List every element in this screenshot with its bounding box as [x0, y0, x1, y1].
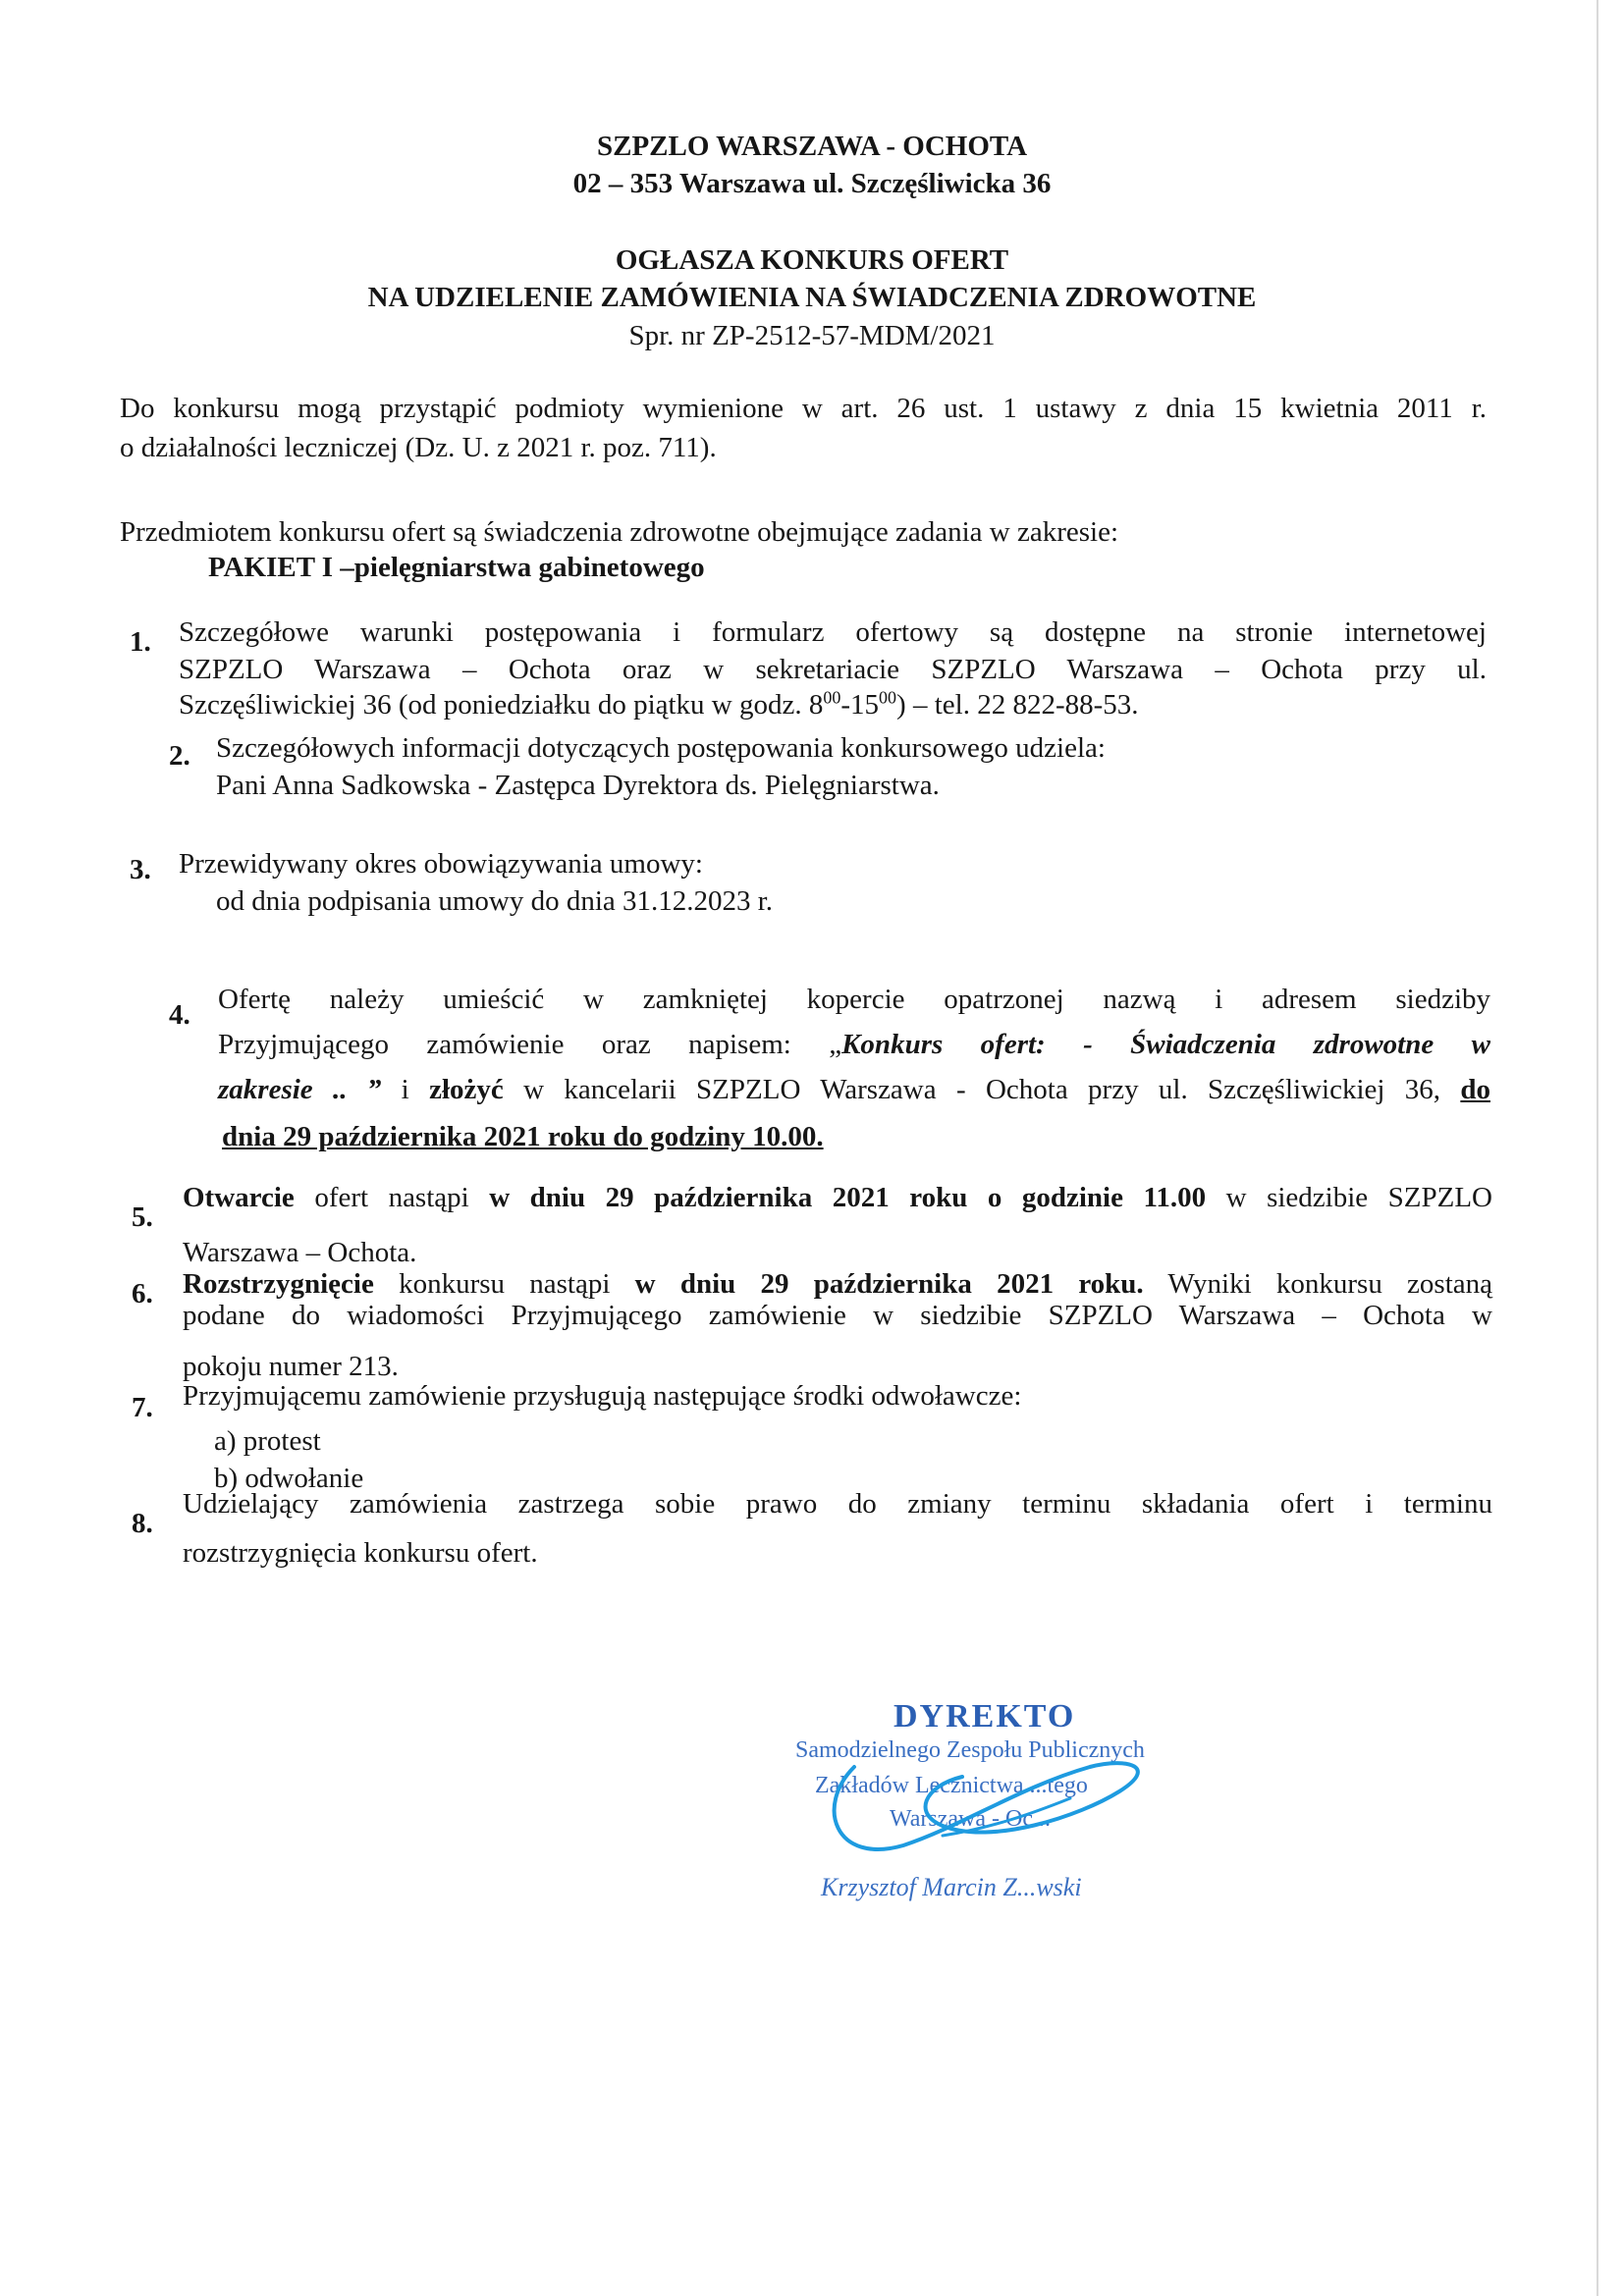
item-4-line-1: Ofertę należy umieścić w zamkniętej kopercie opatrzonej nazwą i adresem siedziby [218, 984, 1490, 1015]
stamp-name: Krzysztof Marcin Z...wski [821, 1873, 1082, 1901]
item-1-line-3: Szczęśliwickiej 36 (od poniedziałku do piątku w godz. $8^{00}-15^{00}$) – tel. 22 822-88-53. [179, 687, 1139, 721]
item-3-line-2: od dnia podpisania umowy do dnia 31.12.2023 r. [216, 885, 774, 917]
item-4-number: 4. [169, 999, 190, 1031]
item-5-line-1: Otwarcie ofert nastąpi w dniu 29 października 2021 roku o godzinie 11.00 w siedzibie SZPZLO [183, 1182, 1492, 1213]
item-1-number: 1. [130, 626, 151, 658]
intro-line-2: o działalności leczniczej (Dz. U. z 2021 r. poz. 711). [120, 432, 717, 463]
intro-line-1: Do konkursu mogą przystąpić podmioty wymienione w art. 26 ust. 1 ustawy z dnia 15 kwietnia 2011 r. [120, 393, 1487, 424]
header-address: 02 – 353 Warszawa ul. Szczęśliwicka 36 [572, 168, 1052, 199]
director-stamp [795, 1698, 1227, 1934]
item-2-line-1: Szczegółowych informacji dotyczących postępowania konkursowego udziela: [216, 732, 1106, 764]
item-8-line-2: rozstrzygnięcia konkursu ofert. [183, 1537, 538, 1569]
header-announcement: OGŁASZA KONKURS OFERT [615, 244, 1009, 276]
item-8-number: 8. [132, 1508, 153, 1539]
item-6-line-2: podane do wiadomości Przyjmującego zamówienie w siedzibie SZPZLO Warszawa – Ochota w [183, 1300, 1492, 1331]
item-6-line-3: pokoju numer 213. [183, 1351, 399, 1382]
item-2-number: 2. [169, 740, 190, 772]
stamp-line-1: Samodzielnego Zespołu Publicznych [795, 1737, 1145, 1763]
item-7-option-a: a) protest [214, 1425, 321, 1457]
item-4-line-3: zakresie .. ” i złożyć w kancelarii SZPZLO Warszawa - Ochota przy ul. Szczęśliwickiej 36, do [218, 1074, 1490, 1105]
stamp-line-3: Warszawa - Oc... [890, 1806, 1051, 1832]
item-1-line-1: Szczegółowe warunki postępowania i formularz ofertowy są dostępne na stronie internetowej [179, 616, 1487, 648]
header-subject: NA UDZIELENIE ZAMÓWIENIA NA ŚWIADCZENIA ZDROWOTNE [367, 282, 1257, 313]
header-organization: SZPZLO WARSZAWA - OCHOTA [596, 131, 1028, 162]
item-5-number: 5. [132, 1201, 153, 1233]
item-1-line-2: SZPZLO Warszawa – Ochota oraz w sekretariacie SZPZLO Warszawa – Ochota przy ul. [179, 654, 1487, 685]
item-6-line-1: Rozstrzygnięcie konkursu nastąpi w dniu 29 października 2021 roku. Wyniki konkursu zostaną [183, 1268, 1493, 1300]
signature-icon [795, 1698, 1227, 1934]
case-number: Spr. nr ZP-2512-57-MDM/2021 [628, 320, 996, 351]
subject-package: PAKIET I –pielęgniarstwa gabinetowego [208, 552, 705, 583]
item-4-line-2: Przyjmującego zamówienie oraz napisem: „Konkurs ofert: - Świadczenia zdrowotne w [218, 1029, 1490, 1060]
stamp-title: DYREKTO [893, 1698, 1076, 1735]
subject-line: Przedmiotem konkursu ofert są świadczenia zdrowotne obejmujące zadania w zakresie: [120, 516, 1119, 548]
stamp-line-2: Zakładów Lecznictwa ...tego [815, 1773, 1088, 1798]
item-4-deadline: dnia 29 października 2021 roku do godziny 10.00. [222, 1121, 824, 1152]
item-3-line-1: Przewidywany okres obowiązywania umowy: [179, 848, 703, 880]
item-5-line-2: Warszawa – Ochota. [183, 1237, 417, 1268]
item-8-line-1: Udzielający zamówienia zastrzega sobie prawo do zmiany terminu składania ofert i terminu [183, 1488, 1492, 1520]
item-6-number: 6. [132, 1278, 153, 1309]
item-7-option-b: b) odwołanie [214, 1463, 364, 1494]
item-7-number: 7. [132, 1392, 153, 1423]
item-7-line-1: Przyjmującemu zamówienie przysługują następujące środki odwoławcze: [183, 1380, 1022, 1412]
item-3-number: 3. [130, 854, 151, 885]
item-2-line-2: Pani Anna Sadkowska - Zastępca Dyrektora ds. Pielęgniarstwa. [216, 770, 940, 801]
